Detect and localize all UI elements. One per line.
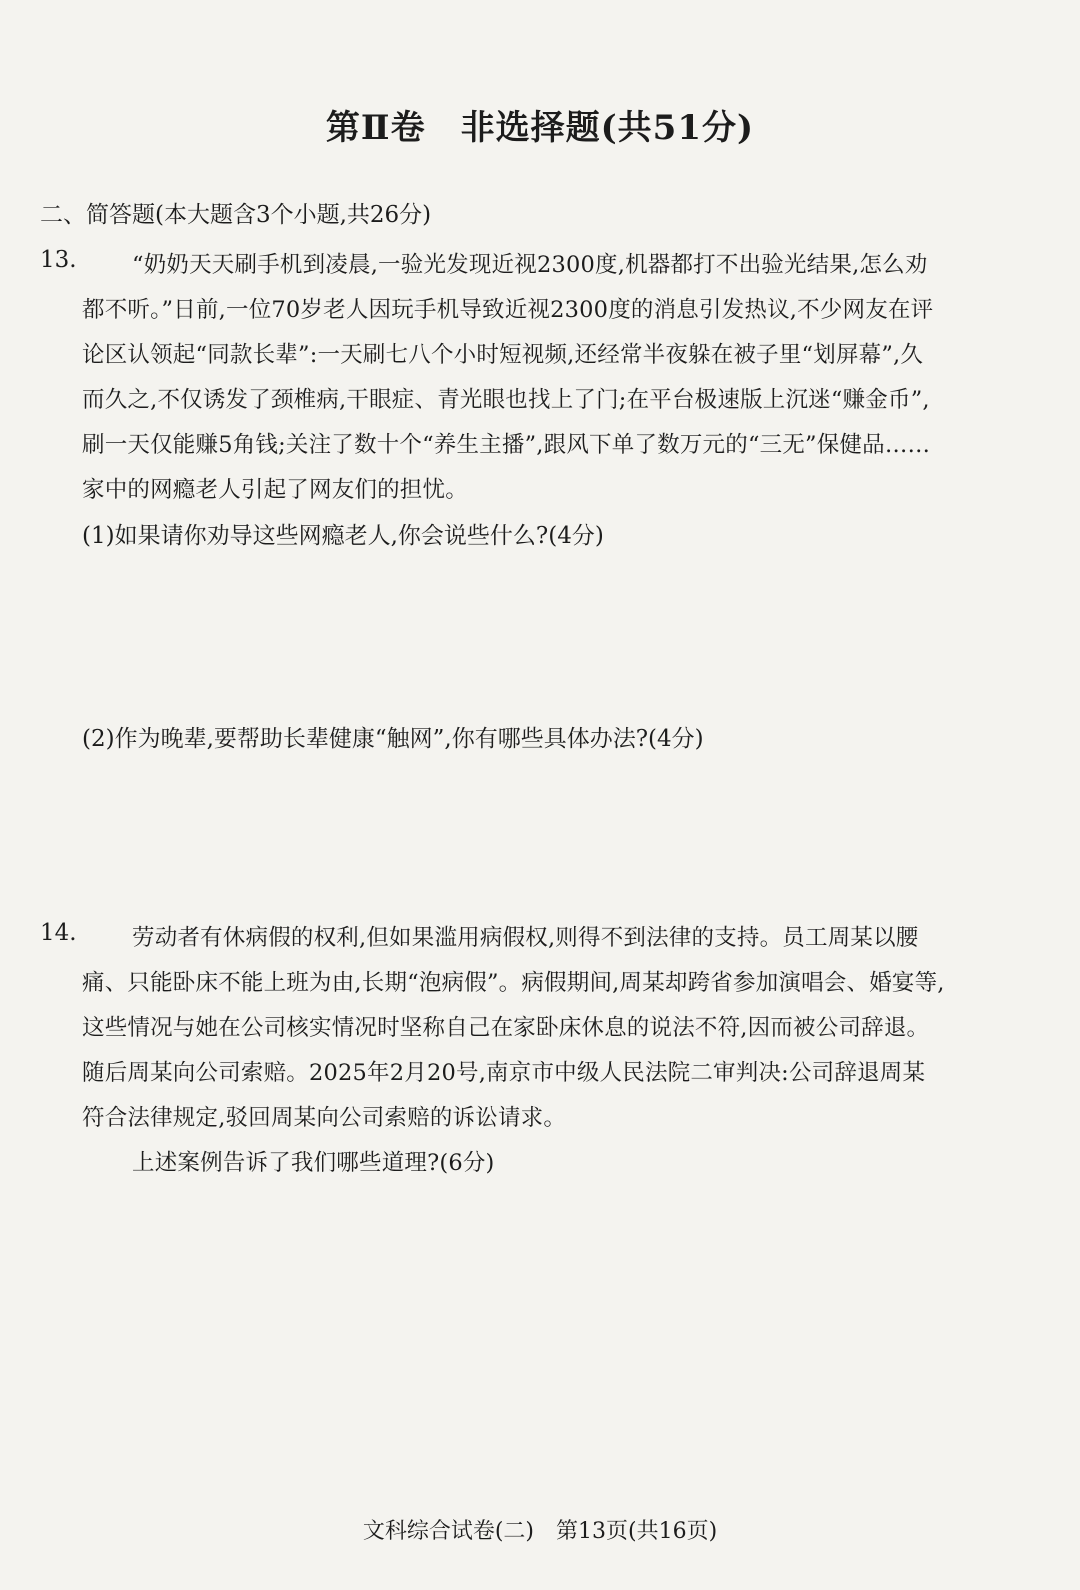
question-13-line-2: 都不听。”日前,一位70岁老人因玩手机导致近视2300度的消息引发热议,不少网友在评 [82, 297, 934, 323]
question-14-line-3: 这些情况与她在公司核实情况时坚称自己在家卧床休息的说法不符,因而被公司辞退。 [82, 1015, 930, 1041]
question-13-line-5: 刷一天仅能赚5角钱;关注了数十个“养生主播”,跟风下单了数万元的“三无”保健品…… [82, 432, 931, 458]
page-title: 第Ⅱ卷 非选择题(共51分) [325, 108, 755, 148]
question-14-line-4: 随后周某向公司索赔。2025年2月20号,南京市中级人民法院二审判决:公司辞退周某 [82, 1060, 926, 1086]
question-14-prompt: 上述案例告诉了我们哪些道理?(6分) [132, 1150, 495, 1176]
page-footer: 文科综合试卷(二) 第13页(共16页) [362, 1519, 718, 1544]
question-13-line-3: 论区认领起“同款长辈”:一天刷七八个小时短视频,还经常半夜躲在被子里“划屏幕”,久 [82, 342, 924, 368]
question-13-line-4: 而久之,不仅诱发了颈椎病,干眼症、青光眼也找上了门;在平台极速版上沉迷“赚金币”, [82, 387, 930, 413]
question-13-line-1: “奶奶天天刷手机到凌晨,一验光发现近视2300度,机器都打不出验光结果,怎么劝 [132, 252, 928, 278]
question-13-sub-1: (1)如果请你劝导这些网瘾老人,你会说些什么?(4分) [82, 523, 604, 549]
question-14-line-5: 符合法律规定,驳回周某向公司索赔的诉讼请求。 [82, 1105, 567, 1131]
question-13-line-6: 家中的网瘾老人引起了网友们的担忧。 [82, 477, 468, 503]
question-14-line-1: 劳动者有休病假的权利,但如果滥用病假权,则得不到法律的支持。员工周某以腰 [132, 925, 919, 951]
question-13-sub-2: (2)作为晚辈,要帮助长辈健康“触网”,你有哪些具体办法?(4分) [82, 726, 704, 752]
question-13-number: 13. [40, 247, 77, 273]
question-14-line-2: 痛、只能卧床不能上班为由,长期“泡病假”。病假期间,周某却跨省参加演唱会、婚宴等, [82, 970, 945, 996]
question-14-number: 14. [40, 920, 77, 946]
section-heading: 二、简答题(本大题含3个小题,共26分) [40, 202, 432, 228]
